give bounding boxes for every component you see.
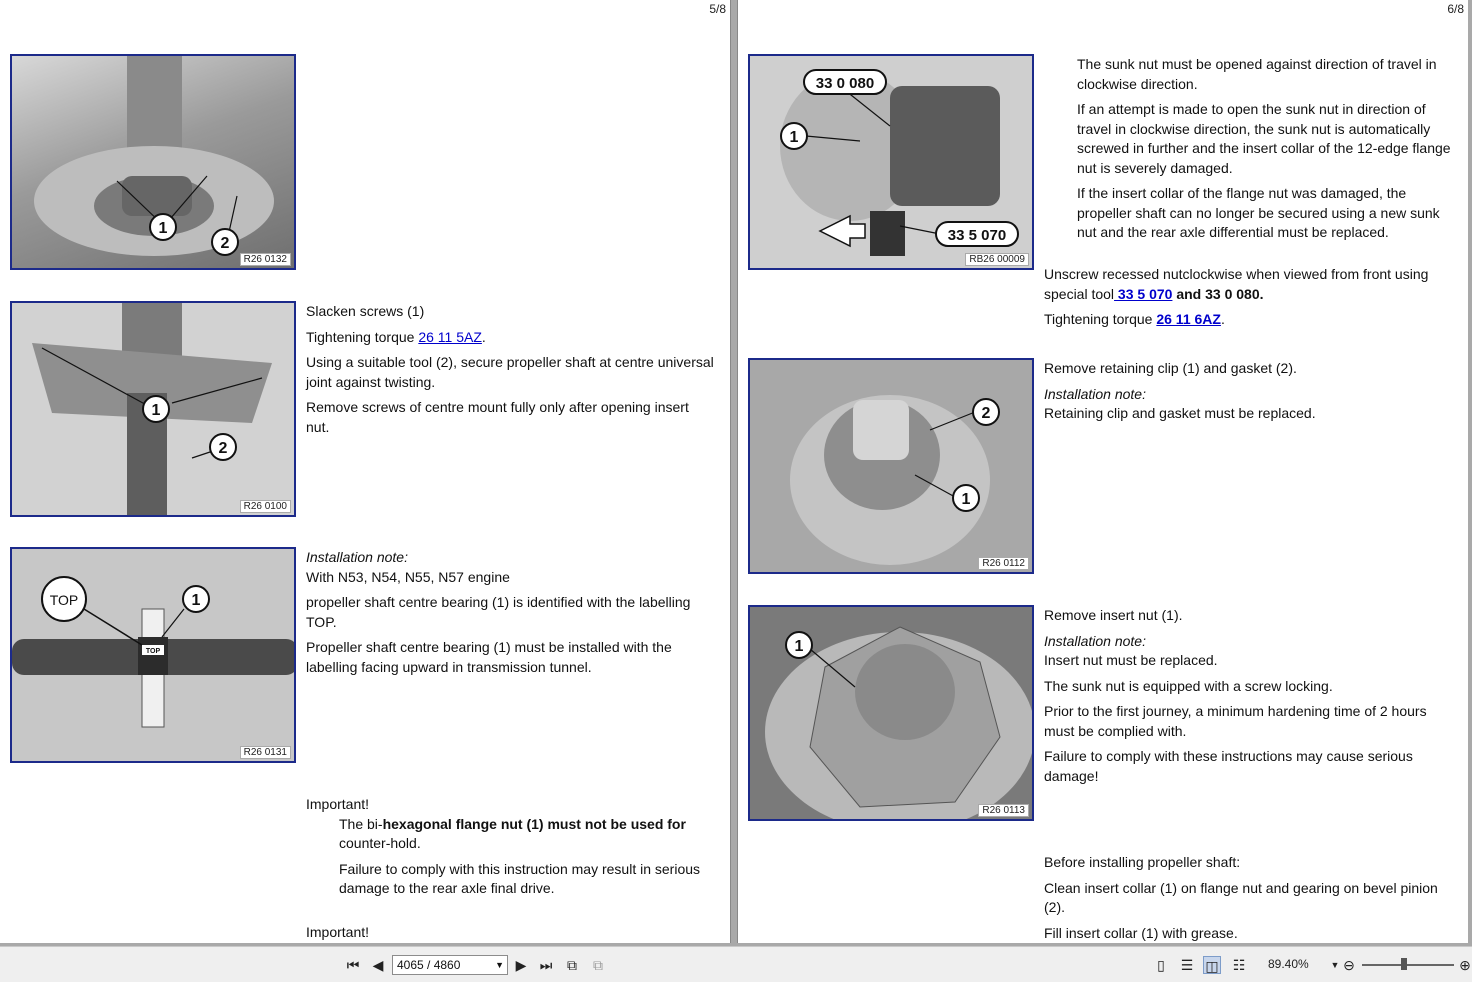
figure-code: R26 0100 xyxy=(240,500,291,513)
instruction-text: With N53, N54, N55, N57 engine xyxy=(306,568,510,585)
figure-code: RB26 00009 xyxy=(965,253,1029,266)
installation-note-label: Installation note: xyxy=(1044,385,1146,402)
instruction-block-unscrew xyxy=(1044,265,1459,336)
two-page-icon[interactable]: ◫ xyxy=(1203,956,1221,974)
zoom-out-icon[interactable]: ⊖ xyxy=(1343,957,1355,973)
zoom-in-icon[interactable]: ⊕ xyxy=(1459,957,1471,973)
instruction-block-bearing xyxy=(306,548,716,683)
figure-code: R26 0113 xyxy=(978,804,1029,817)
last-page-icon[interactable]: ⏭ xyxy=(539,957,553,973)
figure-illustration xyxy=(750,360,1034,574)
instruction-text: The sunk nut is equipped with a screw locking. xyxy=(1044,677,1333,694)
callout-2: 2 xyxy=(220,235,230,252)
important-label: Important! xyxy=(306,796,370,812)
instruction-text: Prior to the first journey, a minimum hardening time of 2 hours must be complied with. xyxy=(1044,703,1427,739)
zoom-slider-thumb[interactable] xyxy=(1401,958,1407,970)
important-block xyxy=(306,795,716,905)
installation-note-label: Installation note: xyxy=(1044,632,1146,649)
instruction-text: Retaining clip and gasket must be replaced. xyxy=(1044,405,1316,421)
zoom-dropdown-icon[interactable]: ▼ xyxy=(1330,960,1340,970)
instruction-text: Clean insert collar (1) on flange nut and gearing on bevel pinion (2). xyxy=(1044,879,1438,915)
warning-block-sunk-nut xyxy=(1077,55,1457,249)
figure-code: R26 0131 xyxy=(240,746,291,759)
instruction-text: Using a suitable tool (2), secure propeller shaft at centre universal joint against twisting. xyxy=(306,354,714,390)
callout-33-5-070: 33 5 070 xyxy=(947,227,1007,244)
torque-link[interactable]: 26 11 6AZ xyxy=(1156,311,1221,327)
instruction-block-insert-nut xyxy=(1044,606,1459,792)
instruction-text: If an attempt is made to open the sunk nut in direction of travel in clockwise direction, the sunk nut is automatically screwed in further and the insert collar of the 12-edge flange nut is severely damaged. xyxy=(1077,101,1451,176)
continuous-icon[interactable]: ☰ xyxy=(1180,957,1194,973)
figure-rb26-00009 xyxy=(748,54,1034,270)
figure-r26-0131 xyxy=(10,547,296,763)
two-page-continuous-icon[interactable]: ☷ xyxy=(1232,957,1246,973)
figure-code: R26 0132 xyxy=(240,253,291,266)
fit-page-icon[interactable]: ⧉ xyxy=(567,957,577,973)
instruction-block-clip xyxy=(1044,359,1459,430)
single-page-icon[interactable]: ▯ xyxy=(1157,957,1165,973)
figure-illustration xyxy=(12,549,296,763)
figure-illustration xyxy=(12,56,296,270)
tool-link[interactable]: 33 5 070 xyxy=(1114,285,1173,302)
figure-r26-0100 xyxy=(10,301,296,517)
instruction-block-before-install xyxy=(1044,853,1459,943)
page-number-field[interactable] xyxy=(392,955,508,975)
chevron-down-icon[interactable]: ▼ xyxy=(495,960,504,970)
instruction-text: Insert nut must be replaced. xyxy=(1044,652,1218,668)
callout-1: 1 xyxy=(151,402,161,419)
next-page-icon[interactable]: ▶ xyxy=(515,957,527,973)
navigation-toolbar xyxy=(0,946,1472,982)
callout-33-0-080: 33 0 080 xyxy=(815,75,875,92)
instruction-text: Remove screws of centre mount fully only after opening insert nut. xyxy=(306,399,689,435)
document-page-left xyxy=(0,0,731,943)
figure-illustration xyxy=(750,56,1034,270)
figure-code: R26 0112 xyxy=(978,557,1029,570)
callout-1: 1 xyxy=(794,638,804,655)
zoom-level[interactable]: 89.40% xyxy=(1268,957,1309,971)
torque-link[interactable]: 26 11 5AZ xyxy=(418,328,482,345)
instruction-text: Before installing propeller shaft: xyxy=(1044,854,1241,870)
callout-1: 1 xyxy=(158,220,168,237)
instruction-block-slacken xyxy=(306,302,716,443)
fit-width-icon[interactable]: ⧉ xyxy=(593,957,603,973)
instruction-text: propeller shaft centre bearing (1) is identified with the labelling TOP. xyxy=(306,594,691,630)
instruction-text: Remove insert nut (1). xyxy=(1044,607,1183,623)
instruction-text: If the insert collar of the flange nut was damaged, the propeller shaft can no longer be secured using a new sunk nut and the rear axle differential must be replaced. xyxy=(1077,185,1440,240)
callout-1: 1 xyxy=(191,592,201,609)
page-number-label: 6/8 xyxy=(1447,2,1464,16)
first-page-icon[interactable]: ⏮ xyxy=(346,957,360,973)
important-label-2: Important! xyxy=(306,924,370,940)
instruction-text: Unscrew recessed nutclockwise when viewed from front using special tool 33 5 070 and 33 0 080. xyxy=(1044,266,1429,302)
page-number-value: 4065 / 4860 xyxy=(397,958,461,972)
instruction-text: Failure to comply with this instruction may result in serious damage to the rear axle final drive. xyxy=(339,860,701,896)
installation-note-label: Installation note: xyxy=(306,549,408,565)
figure-r26-0132 xyxy=(10,54,296,270)
instruction-text: Remove retaining clip (1) and gasket (2). xyxy=(1044,360,1297,376)
figure-illustration xyxy=(750,607,1034,821)
callout-2: 2 xyxy=(218,440,228,457)
figure-illustration xyxy=(12,303,296,517)
instruction-text-bold: The sunk nut must be opened against direction of travel in clockwise direction. xyxy=(1077,56,1437,92)
document-page-right xyxy=(737,0,1468,943)
callout-1: 1 xyxy=(789,129,799,146)
instruction-text: Fill insert collar (1) with grease. xyxy=(1044,924,1238,941)
page-number-label: 5/8 xyxy=(709,2,726,16)
instruction-text: Slacken screws (1) xyxy=(306,303,425,319)
instruction-text: Failure to comply with these instructions may cause serious damage! xyxy=(1044,748,1413,784)
callout-1: 1 xyxy=(961,491,971,508)
zoom-slider[interactable] xyxy=(1362,964,1454,966)
figure-r26-0113 xyxy=(748,605,1034,821)
figure-r26-0112 xyxy=(748,358,1034,574)
torque-line: Tightening torque 26 11 6AZ. xyxy=(1044,311,1225,327)
top-label: TOP xyxy=(49,592,79,608)
callout-2: 2 xyxy=(981,405,991,422)
torque-line: Tightening torque 26 11 5AZ. xyxy=(306,328,486,345)
instruction-text: The bi-hexagonal flange nut (1) must not be used for counter-hold. xyxy=(339,815,686,851)
prev-page-icon[interactable]: ◀ xyxy=(372,957,384,973)
svg-text:TOP: TOP xyxy=(145,648,161,655)
instruction-text: Propeller shaft centre bearing (1) must be installed with the labelling facing upward in transmission tunnel. xyxy=(306,639,672,675)
